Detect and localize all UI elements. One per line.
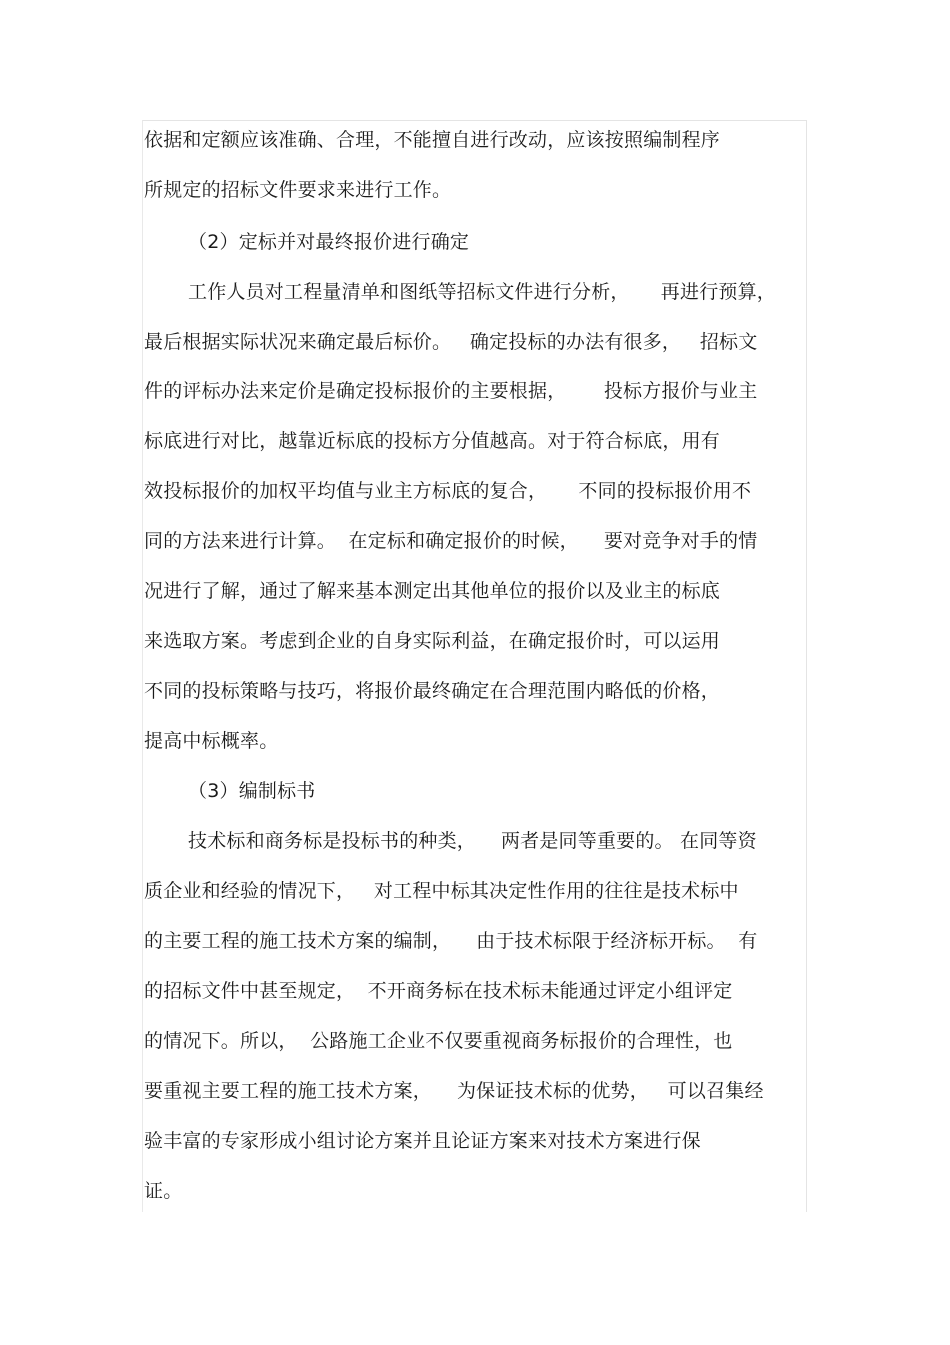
text-line: 的招标文件中甚至规定， 不开商务标在技术标未能通过评定小组评定 <box>144 980 733 1002</box>
text-line: 所规定的招标文件要求来进行工作。 <box>144 179 452 201</box>
text-line: 依据和定额应该准确、合理，不能擅自进行改动，应该按照编制程序 <box>144 129 721 151</box>
text-line: 件的评标办法来定价是确定投标报价的主要根据， 投标方报价与业主 <box>144 380 758 402</box>
text-line: 最后根据实际状况来确定最后标价。 确定投标的办法有很多， 招标文 <box>144 331 758 353</box>
section-heading: （2）定标并对最终报价进行确定 <box>188 231 470 253</box>
text-line: 效投标报价的加权平均值与业主方标底的复合， 不同的投标报价用不 <box>144 480 752 502</box>
text-line: 技术标和商务标是投标书的种类， 两者是同等重要的。 在同等资 <box>188 830 757 852</box>
text-line: 况进行了解，通过了解来基本测定出其他单位的报价以及业主的标底 <box>144 580 721 602</box>
text-line: 同的方法来进行计算。 在定标和确定报价的时候， 要对竞争对手的情 <box>144 530 758 552</box>
text-line: 质企业和经验的情况下， 对工程中标其决定性作用的往往是技术标中 <box>144 880 739 902</box>
text-line: 标底进行对比，越靠近标底的投标方分值越高。对于符合标底，用有 <box>144 430 721 452</box>
text-line: 工作人员对工程量清单和图纸等招标文件进行分析， 再进行预算， <box>188 281 776 303</box>
text-line: 提高中标概率。 <box>144 730 279 752</box>
text-line: 要重视主要工程的施工技术方案， 为保证技术标的优势， 可以召集经 <box>144 1080 764 1102</box>
text-line: 不同的投标策略与技巧，将报价最终确定在合理范围内略低的价格， <box>144 680 721 702</box>
text-line: 验丰富的专家形成小组讨论方案并且论证方案来对技术方案进行保 <box>144 1130 701 1152</box>
section-heading: （3）编制标书 <box>188 780 316 802</box>
text-line: 证。 <box>144 1180 183 1202</box>
text-line: 的情况下。所以， 公路施工企业不仅要重视商务标报价的合理性，也 <box>144 1030 733 1052</box>
text-line: 来选取方案。考虑到企业的自身实际利益，在确定报价时，可以运用 <box>144 630 721 652</box>
text-line: 的主要工程的施工技术方案的编制， 由于技术标限于经济标开标。 有 <box>144 930 758 952</box>
